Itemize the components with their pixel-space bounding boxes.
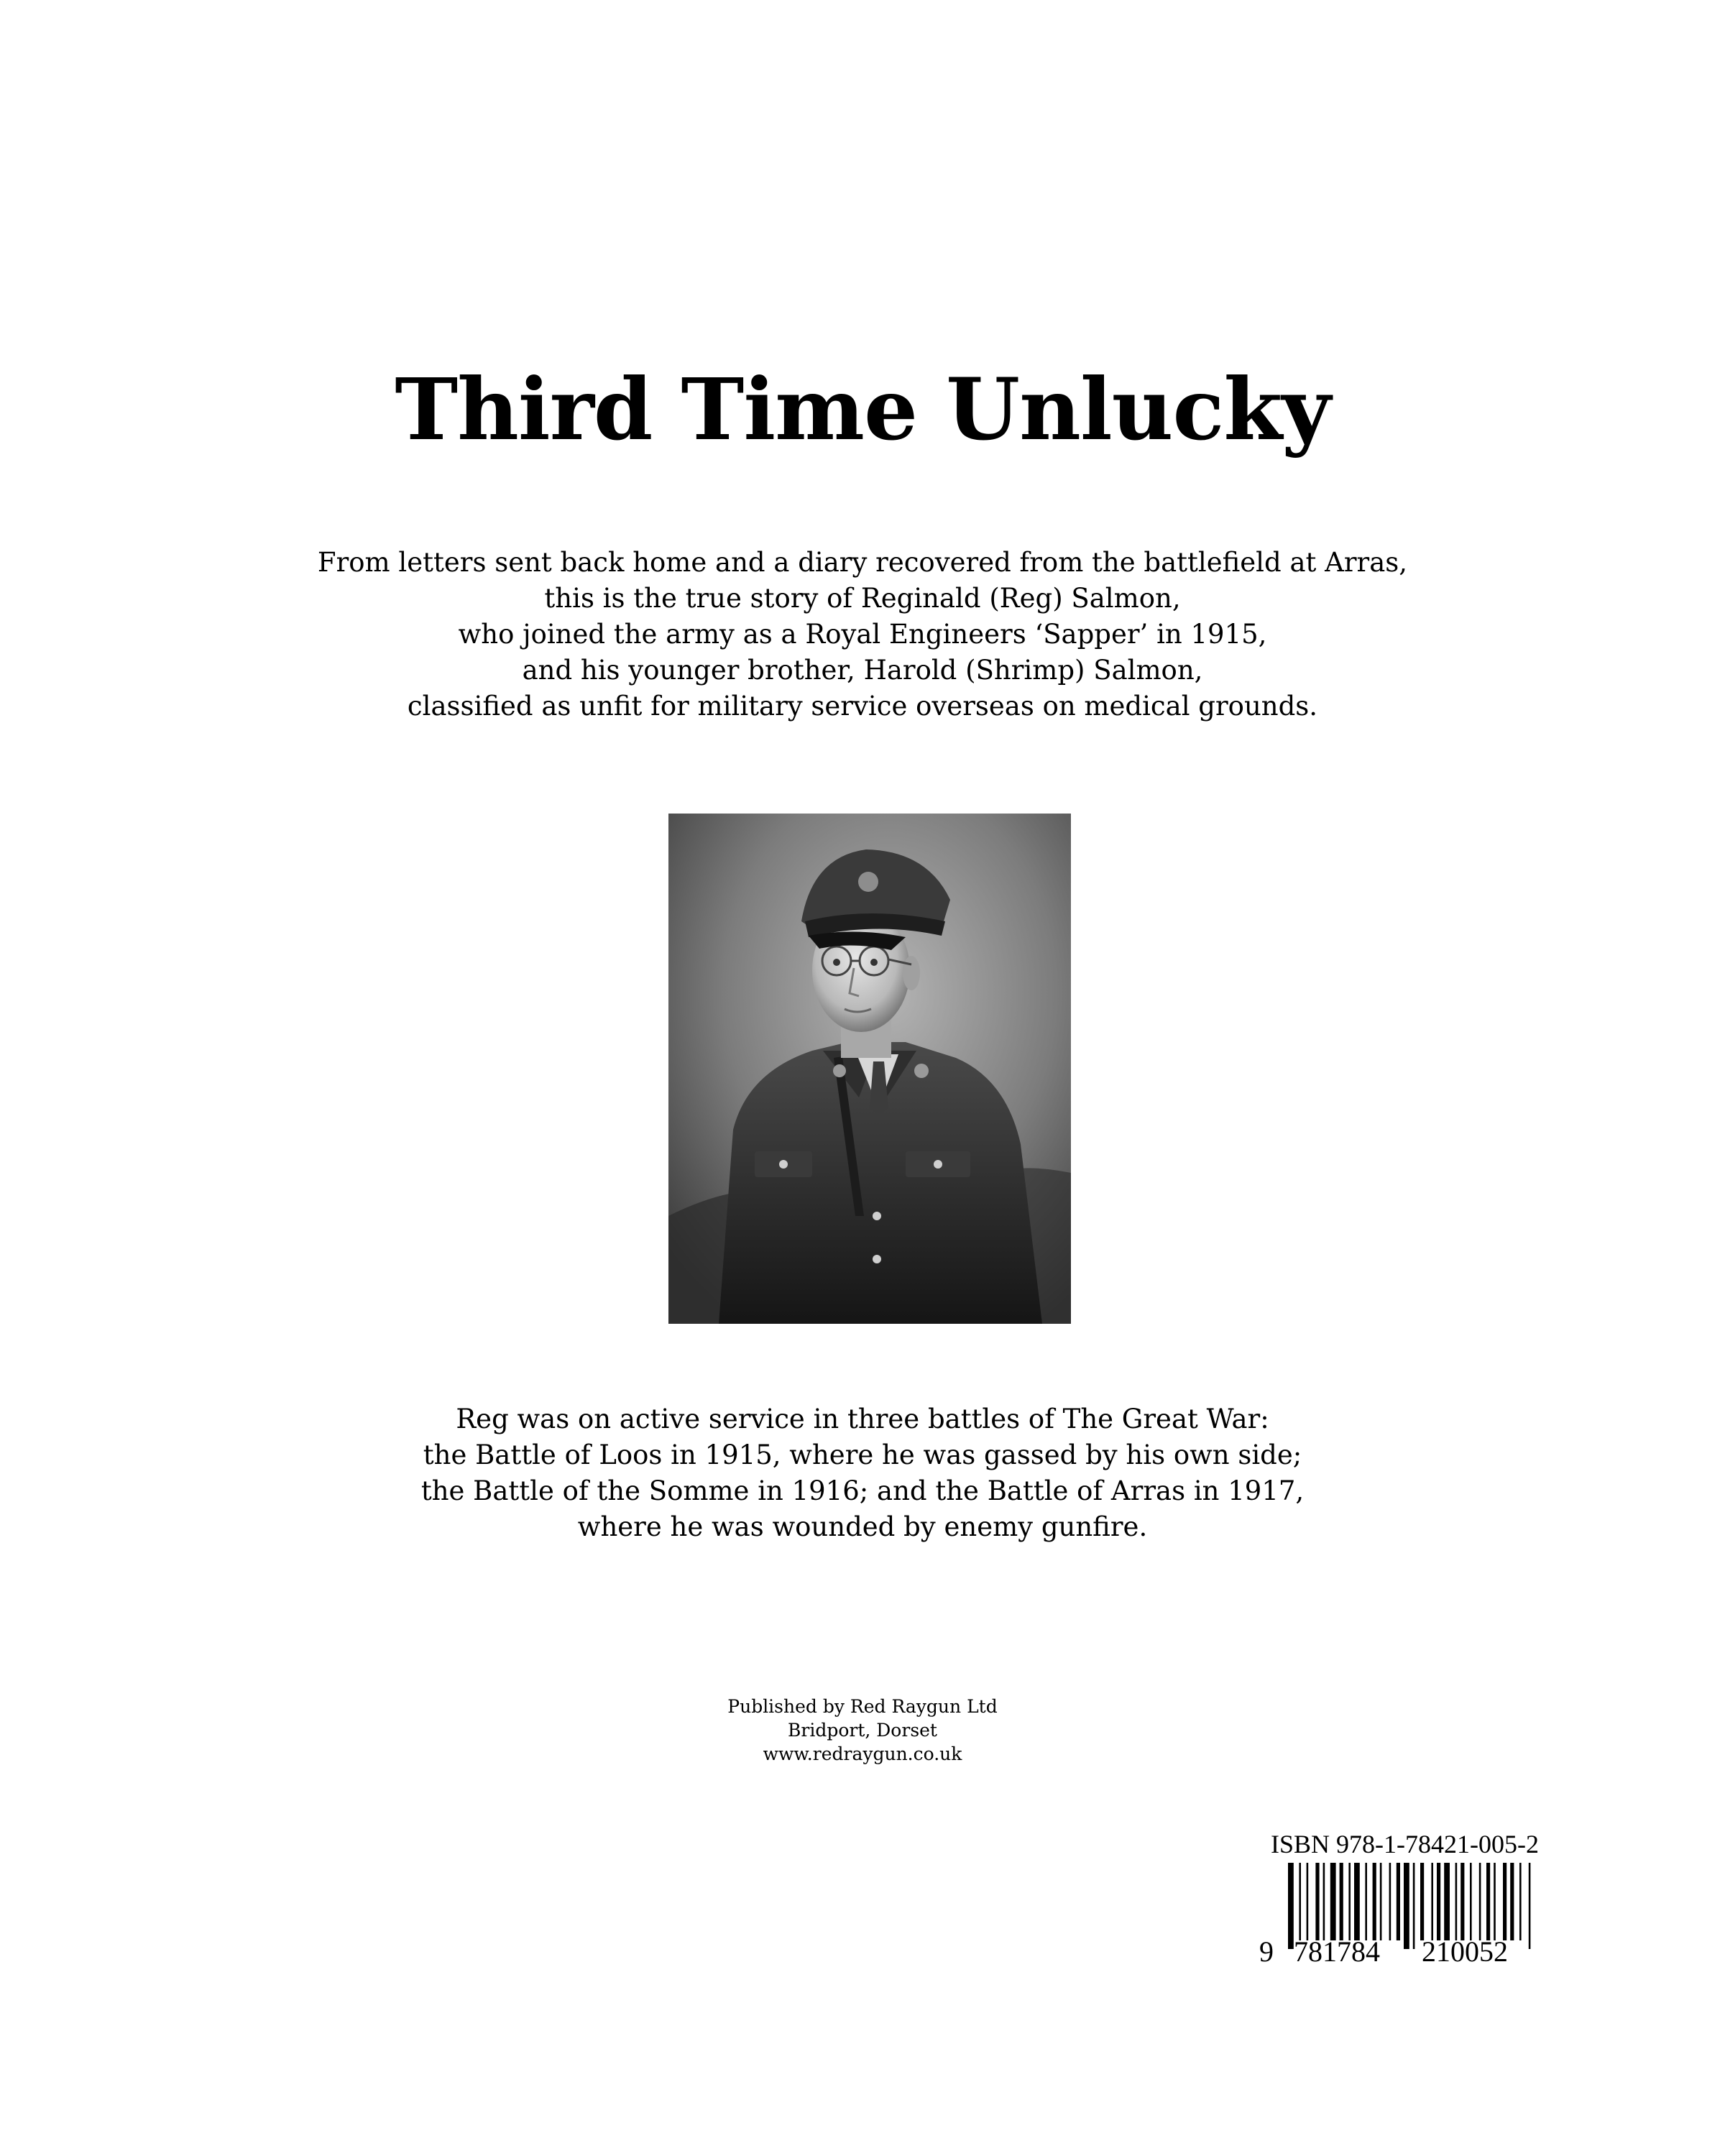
isbn-barcode-block xyxy=(1259,1830,1576,1973)
barcode-bar xyxy=(1413,1863,1415,1949)
battles-line: the Battle of the Somme in 1916; and the Battle of Arras in 1917, xyxy=(420,1475,1305,1506)
barcode-bar xyxy=(1519,1863,1522,1940)
barcode-bar xyxy=(1348,1863,1351,1940)
book-title: Third Time Unlucky xyxy=(395,359,1330,459)
barcode-bar xyxy=(1494,1863,1496,1940)
blurb-line: this is the true story of Reginald (Reg) Salmon, xyxy=(544,583,1181,614)
barcode-bar xyxy=(1486,1863,1490,1940)
barcode-bar xyxy=(1455,1863,1458,1940)
barcode-digits-left: 781784 xyxy=(1294,1935,1380,1968)
barcode-bar xyxy=(1470,1863,1472,1940)
barcode-bar xyxy=(1323,1863,1325,1940)
barcode-digits-right: 210052 xyxy=(1422,1935,1508,1968)
isbn-label: ISBN 978-1-78421-005-2 xyxy=(1271,1830,1539,1858)
barcode-bar xyxy=(1373,1863,1376,1940)
barcode-bar xyxy=(1431,1863,1433,1940)
soldier-portrait-photo xyxy=(668,814,1071,1324)
barcode-bar xyxy=(1315,1863,1319,1940)
barcode-bar xyxy=(1397,1863,1400,1940)
blurb-line: From letters sent back home and a diary recovered from the battlefield at Arras, xyxy=(317,547,1408,578)
barcode-digit-first: 9 xyxy=(1259,1935,1274,1968)
publisher-info xyxy=(0,1695,1725,1766)
barcode-bar xyxy=(1365,1863,1367,1940)
publisher-name: Published by Red Raygun Ltd xyxy=(727,1696,998,1717)
publisher-website: www.redraygun.co.uk xyxy=(763,1743,962,1764)
battles-line: Reg was on active service in three battles of The Great War: xyxy=(456,1404,1269,1434)
barcode-bar xyxy=(1479,1863,1481,1940)
barcode-bar xyxy=(1460,1863,1464,1940)
barcode-bar xyxy=(1354,1863,1360,1940)
barcode-bar xyxy=(1307,1863,1309,1940)
blurb-line: and his younger brother, Harold (Shrimp) Salmon, xyxy=(522,655,1203,686)
blurb-line: classified as unfit for military service overseas on medical grounds. xyxy=(407,691,1318,722)
barcode-bar xyxy=(1330,1863,1336,1940)
barcode-bar xyxy=(1444,1863,1450,1940)
publisher-location: Bridport, Dorset xyxy=(788,1720,937,1741)
barcode-bar xyxy=(1529,1863,1531,1949)
barcode-bar xyxy=(1340,1863,1343,1940)
barcode-bar xyxy=(1299,1863,1301,1940)
blurb-paragraph xyxy=(0,545,1725,724)
battles-line: where he was wounded by enemy gunfire. xyxy=(577,1511,1148,1542)
barcode-bar xyxy=(1503,1863,1506,1940)
battles-paragraph xyxy=(0,1401,1725,1545)
barcode-bar xyxy=(1288,1863,1294,1949)
barcode-bar xyxy=(1404,1863,1409,1949)
barcode-bar xyxy=(1389,1863,1392,1940)
barcode-bar xyxy=(1510,1863,1514,1940)
barcode-bar xyxy=(1380,1863,1382,1940)
blurb-line: who joined the army as a Royal Engineers ‘Sapper’ in 1915, xyxy=(458,619,1267,650)
barcode-bar xyxy=(1437,1863,1440,1940)
battles-line: the Battle of Loos in 1915, where he was gassed by his own side; xyxy=(423,1439,1302,1470)
barcode-bar xyxy=(1420,1863,1424,1940)
